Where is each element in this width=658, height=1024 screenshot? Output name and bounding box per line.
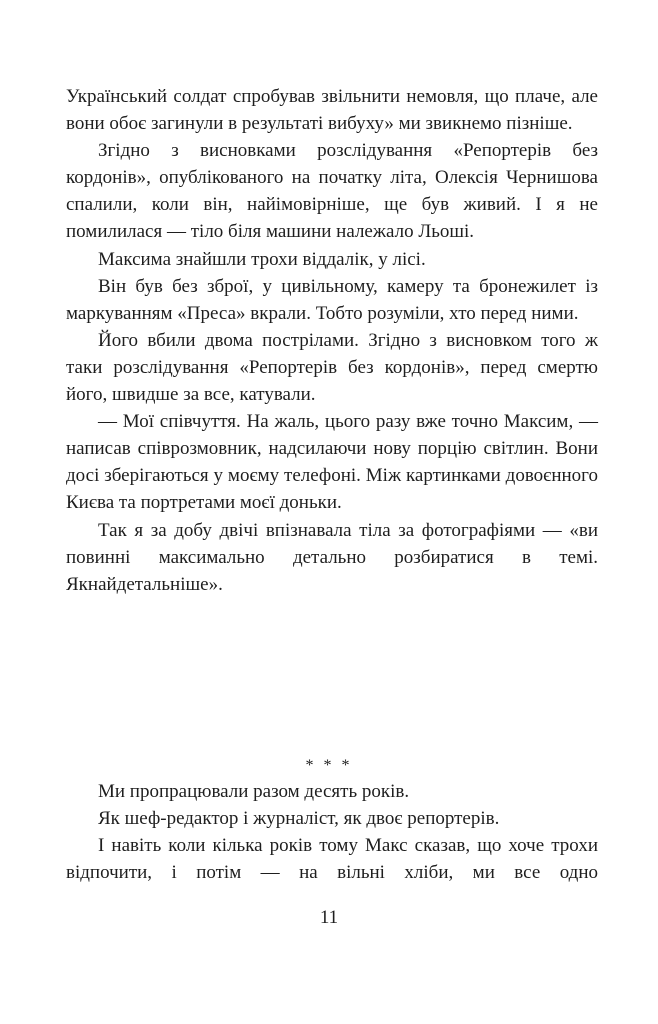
paragraph: Він був без зброї, у цивільному, камеру та бронежилет із маркуванням «Преса» вкрали. Тобто розуміли, хто перед ними. — [66, 275, 598, 324]
paragraph: Український солдат спробував звільнити немовля, що плаче, але вони обоє загинули в результаті вибуху» ми звикнемо пізніше. — [66, 86, 598, 135]
text-block-bottom — [66, 778, 598, 886]
paragraph: Максима знайшли трохи віддалік, у лісі. — [98, 248, 426, 270]
paragraph: Згідно з висновками розслідування «Репортерів без кордонів», опублікованого на початку літа, Олексія Чернишова спалили, коли він, найімовірніше, ще був живий. І я не помилилася — тіло біля машини належало Льоші. — [66, 140, 598, 243]
text-block-top — [66, 83, 598, 598]
paragraph: Ми пропрацювали разом десять років. — [98, 781, 410, 802]
page-number: 11 — [319, 907, 339, 928]
paragraph: Як шеф-редактор і журналіст, як двоє репортерів. — [98, 808, 500, 830]
paragraph: Так я за добу двічі впізнавала тіла за фотографіями — «ви повинні максимально детально розбиратися в темі. Якнайдетальніше». — [66, 519, 598, 595]
paragraph: Його вбили двома пострілами. Згідно з висновком того ж таки розслідування «Репортерів без кордонів», перед смертю його, швидше за все, катували. — [66, 329, 598, 406]
paragraph-continued: І навіть коли кілька років тому Макс сказав, що хоче трохи відпочити, і потім — на вільні хліби, ми все одно — [66, 835, 598, 884]
paragraph: — Мої співчуття. На жаль, цього разу вже точно Максим, — написав співрозмовник, надсилаючи нову порцію світлин. Вони досі зберігаються у моєму телефоні. Між картинками довоєнного Києва та портретами моєї доньки. — [66, 411, 598, 514]
section-separator: * * * — [305, 757, 353, 774]
